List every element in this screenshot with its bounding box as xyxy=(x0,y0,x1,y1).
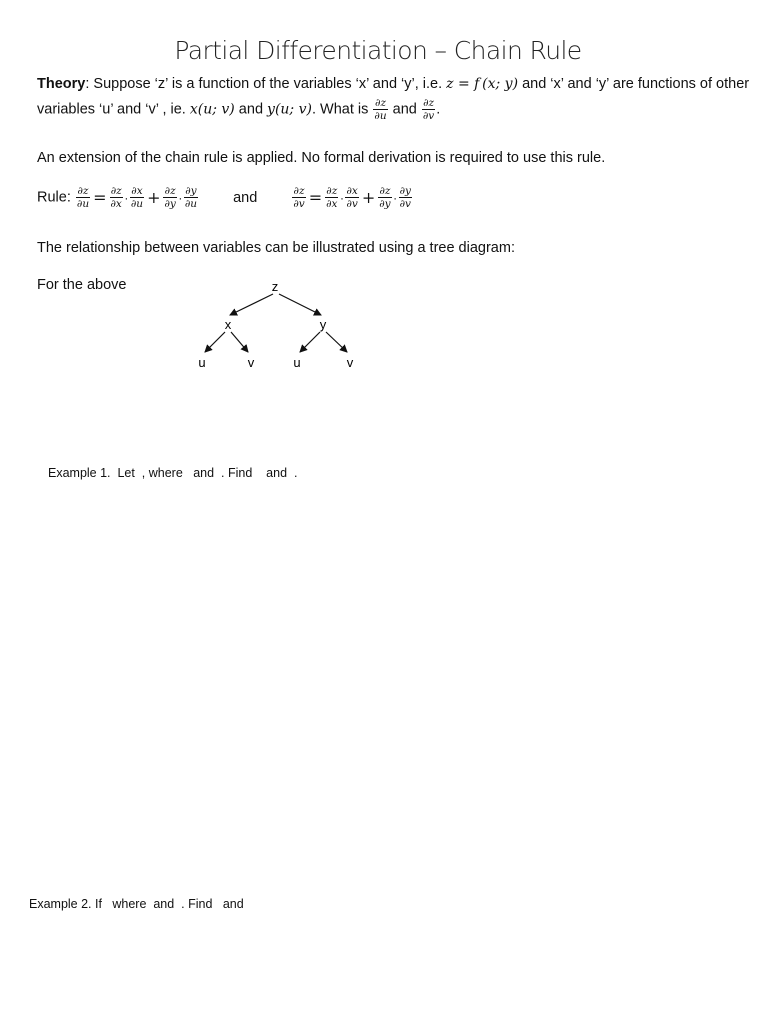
fraction-dy-dv: $\frac{\partial y}{\partial v}$ xyxy=(399,185,411,210)
fraction-dz-dx: $\frac{\partial z}{\partial x}$ xyxy=(110,185,122,210)
theory-period: . xyxy=(436,101,441,118)
theory-line-1 xyxy=(37,76,749,92)
x-function-expression: x(u; v) xyxy=(189,101,235,118)
fraction-dz-du: $\frac{\partial z}{\partial u}$ xyxy=(374,97,387,122)
fraction-dx-du: $\frac{\partial x}{\partial u}$ xyxy=(130,185,144,210)
relationship-text: The relationship between variables can be illustrated using a tree diagram: xyxy=(37,240,515,256)
tree-leaf-u-left: u xyxy=(198,355,206,370)
fraction-dx-dv: $\frac{\partial x}{\partial v}$ xyxy=(346,185,358,210)
example-2-text: Example 2. If where and . Find and xyxy=(29,897,244,911)
theory-text-1a: : Suppose ‘z’ is a function of the variables ‘x’ and ‘y’, i.e. xyxy=(85,76,447,92)
tree-edge-z-y xyxy=(279,294,321,315)
y-function-expression: y(u; v) xyxy=(267,101,312,118)
page-title: Partial Differentiation – Chain Rule xyxy=(174,36,582,65)
theory-label: Theory xyxy=(37,76,86,92)
tree-leaf-v-left: v xyxy=(247,355,255,370)
tree-edge-y-v xyxy=(326,332,347,352)
theory-and-1: and xyxy=(234,101,268,118)
example-1-text: Example 1. Let , where and . Find and . xyxy=(48,466,298,480)
tree-edge-x-u xyxy=(205,332,225,352)
tree-node-z: z xyxy=(271,279,279,294)
z-function-expression: z = f (x; y) xyxy=(446,76,519,92)
tree-leaf-v-right: v xyxy=(346,355,354,370)
tree-diagram xyxy=(180,272,380,376)
fraction-dy-du: $\frac{\partial y}{\partial u}$ xyxy=(184,185,198,210)
fraction-dz-dy: $\frac{\partial z}{\partial y}$ xyxy=(164,185,176,210)
tree-leaf-u-right: u xyxy=(293,355,301,370)
rule-and: and xyxy=(233,189,258,206)
rule-line: Rule: $\frac{\partial z}{\partial u}$ = $\frac{\partial z}{\partial x}$ · $\frac{\partial x}{\partial u}$ + $\frac{\partial z}{\partial y}$ · $\frac{\partial y}{\partial u}$ and $\frac{\partial z}{\partial v}$ = $\frac{\partial z}{\partial x}$ · $\frac{\partial x}{\partial v}$ + $\frac{\partial z}{\partial y}$ · $\frac{\partial y}{\partial v}$ xyxy=(37,185,411,210)
tree-edge-x-v xyxy=(231,332,248,352)
theory-line-2 xyxy=(37,97,440,122)
tree-node-y: y xyxy=(319,317,327,332)
tree-edge-y-u xyxy=(300,332,320,352)
fraction-dz-dy-2: $\frac{\partial z}{\partial y}$ xyxy=(379,185,391,210)
theory-what-is: . What is xyxy=(311,101,373,118)
fraction-dz-dv-lhs: $\frac{\partial z}{\partial v}$ xyxy=(293,185,305,210)
extension-text: An extension of the chain rule is applied. No formal derivation is required to use this rule. xyxy=(37,150,606,166)
fraction-dz-dx-2: $\frac{\partial z}{\partial x}$ xyxy=(326,185,338,210)
tree-edge-z-x xyxy=(230,294,273,315)
rule-label: Rule: xyxy=(37,189,71,206)
theory-and-2: and xyxy=(388,101,421,118)
tree-node-x: x xyxy=(224,317,232,332)
for-above-text: For the above xyxy=(37,277,127,293)
fraction-dz-dv: $\frac{\partial z}{\partial v}$ xyxy=(422,97,435,122)
fraction-dz-du-lhs: $\frac{\partial z}{\partial u}$ xyxy=(76,185,90,210)
theory-text-2a: variables ‘u’ and ‘v’ , ie. xyxy=(37,101,190,118)
theory-text-1b: and ‘x’ and ‘y’ are functions of other xyxy=(518,76,750,92)
